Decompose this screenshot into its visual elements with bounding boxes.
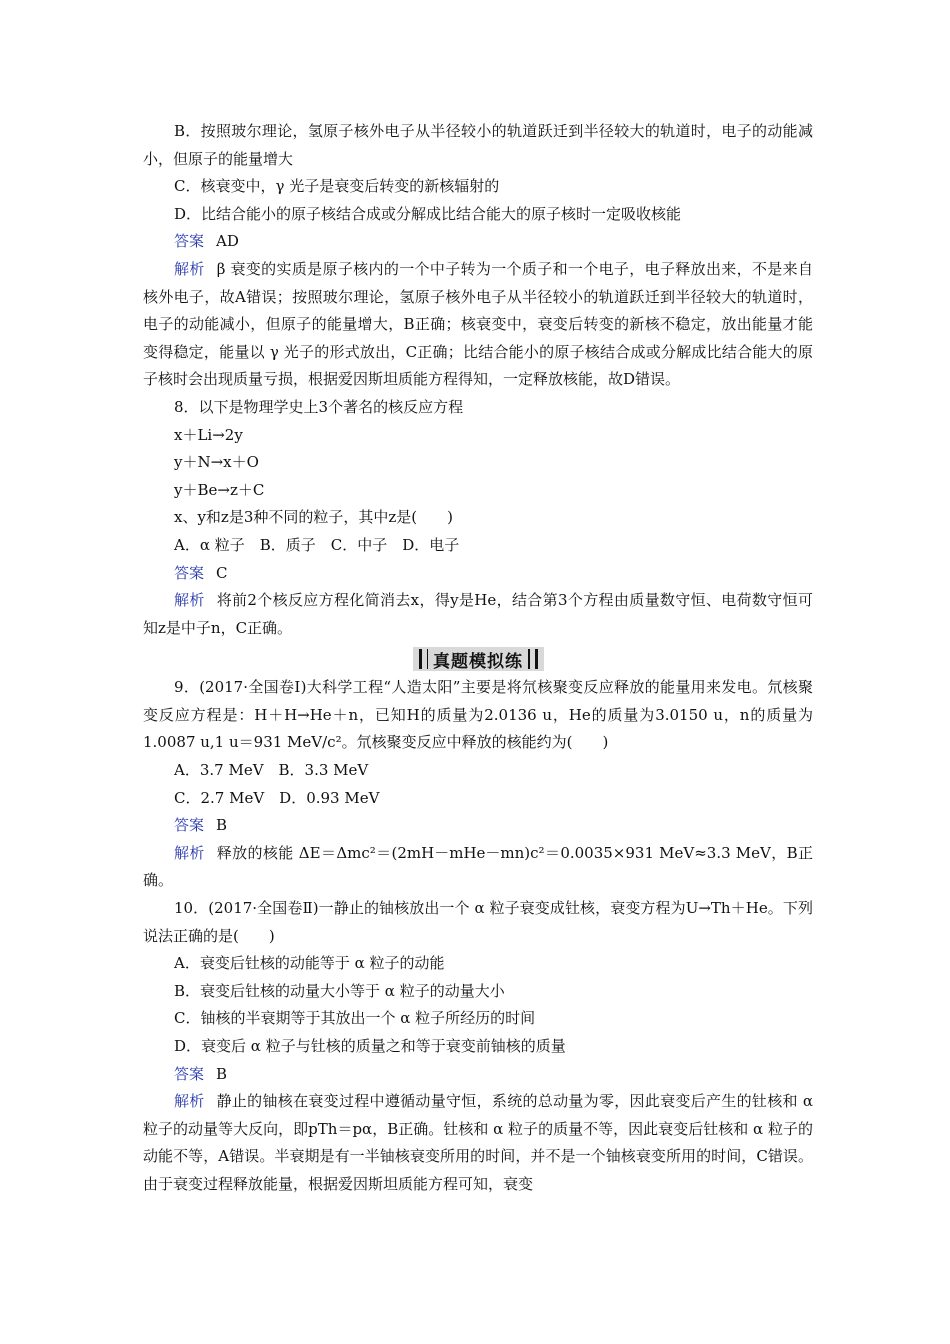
q10-explanation xyxy=(143,1088,813,1198)
q9-explanation xyxy=(143,840,813,895)
document-body xyxy=(143,118,813,1199)
answer-label: 答案 xyxy=(174,816,205,835)
answer-value: C xyxy=(216,563,228,582)
banner-left-bar xyxy=(419,649,422,669)
explanation-label: 解析 xyxy=(174,591,205,610)
explanation-label: 解析 xyxy=(174,259,205,278)
banner-left-bar-thin xyxy=(427,649,429,669)
option-d-text: D．比结合能小的原子核结合成或分解成比结合能大的原子核时一定吸收核能 xyxy=(174,204,682,223)
explanation-text: 静止的铀核在衰变过程中遵循动量守恒，系统的总动量为零，因此衰变后产生的钍核和 α 粒子的动量等大反向，即pTh＝pα，B正确。钍核和 α 粒子的质量不等，因此衰变后钍核和 α 粒子的动能不等，A错误。半衰期是有一半铀核衰变所用的时间，并不是一个铀核衰变所用的时间，C错误。由于衰变过程释放能量，根据爱因斯坦质能方程可知，衰变 xyxy=(143,1092,813,1193)
q7-explanation xyxy=(143,256,813,394)
q9-options-row-1: A．3.7 MeV B．3.3 MeV xyxy=(174,761,369,780)
q8-answer xyxy=(143,560,813,588)
q10-option-d: D．衰变后 α 粒子与钍核的质量之和等于衰变前铀核的质量 xyxy=(174,1037,566,1055)
explanation-label: 解析 xyxy=(174,1092,205,1111)
answer-value: B xyxy=(216,1064,228,1083)
section-banner xyxy=(143,644,813,674)
q8-options: A．α 粒子 B．质子 C．中子 D．电子 xyxy=(174,535,460,554)
explanation-label: 解析 xyxy=(174,843,205,862)
q10-option-c: C．铀核的半衰期等于其放出一个 α 粒子所经历的时间 xyxy=(174,1009,536,1028)
answer-label: 答案 xyxy=(174,232,205,251)
section-title: 真题模拟练 xyxy=(433,651,523,672)
q10-option-b: B．衰变后钍核的动量大小等于 α 粒子的动量大小 xyxy=(174,981,505,1000)
q8-equation-1: x＋Li→2y xyxy=(174,425,243,444)
option-c-text: C．核衰变中，γ 光子是衰变后转变的新核辐射的 xyxy=(174,177,500,196)
q8-explanation xyxy=(143,587,813,642)
banner-right-bar-thin xyxy=(528,649,530,669)
q8-equation-2: y＋N→x＋O xyxy=(174,453,259,472)
section-banner-box xyxy=(413,647,544,671)
answer-value: B xyxy=(216,816,228,835)
banner-right-bar xyxy=(535,649,538,669)
answer-value: AD xyxy=(216,232,239,251)
q8-stem: 8．以下是物理学史上3个著名的核反应方程 xyxy=(174,397,464,416)
explanation-text: 释放的核能 ΔE＝Δmc²＝(2mH－mHe－mn)c²＝0.0035×931 MeV≈3.3 MeV，B正确。 xyxy=(143,843,813,890)
q10-stem: 10．(2017·全国卷Ⅱ)一静止的铀核放出一个 α 粒子衰变成钍核，衰变方程为U→Th＋He。下列说法正确的是( ) xyxy=(143,899,813,945)
q10-answer xyxy=(143,1061,813,1089)
q9-options-row-2: C．2.7 MeV D．0.93 MeV xyxy=(174,788,380,807)
explanation-text: 将前2个核反应方程化简消去x，得y是He，结合第3个方程由质量数守恒、电荷数守恒可知z是中子n，C正确。 xyxy=(143,591,813,637)
q7-answer xyxy=(143,228,813,256)
answer-label: 答案 xyxy=(174,1064,205,1083)
explanation-text: β 衰变的实质是原子核内的一个中子转为一个质子和一个电子，电子释放出来，不是来自核外电子，故A错误；按照玻尔理论，氢原子核外电子从半径较小的轨道跃迁到半径较大的轨道时，电子的动能减小，但原子的能量增大，B正确；核衰变中，衰变后转变的新核不稳定，放出能量才能变得稳定，能量以 γ 光子的形式放出，C正确；比结合能小的原子核结合成或分解成比结合能大的原子核时会出现质量亏损，根据爱因斯坦质能方程得知，一定释放核能，故D错误。 xyxy=(143,259,813,389)
q8-equation-3: y＋Be→z＋C xyxy=(174,480,265,499)
q9-answer xyxy=(143,812,813,840)
q10-option-a: A．衰变后钍核的动能等于 α 粒子的动能 xyxy=(174,954,445,973)
q9-stem: 9．(2017·全国卷Ⅰ)大科学工程“人造太阳”主要是将氘核聚变反应释放的能量用来发电。氘核聚变反应方程是：H＋H→He＋n，已知H的质量为2.0136 u，He的质量为3.0150 u，n的质量为1.0087 u,1 u＝931 MeV/c²。氘核聚变反应中释放的核能约为( ) xyxy=(143,678,813,752)
option-b-text: B．按照玻尔理论，氢原子核外电子从半径较小的轨道跃迁到半径较大的轨道时，电子的动能减小，但原子的能量增大 xyxy=(143,122,813,168)
q8-question: x、y和z是3种不同的粒子，其中z是( ) xyxy=(174,508,453,527)
answer-label: 答案 xyxy=(174,563,205,582)
